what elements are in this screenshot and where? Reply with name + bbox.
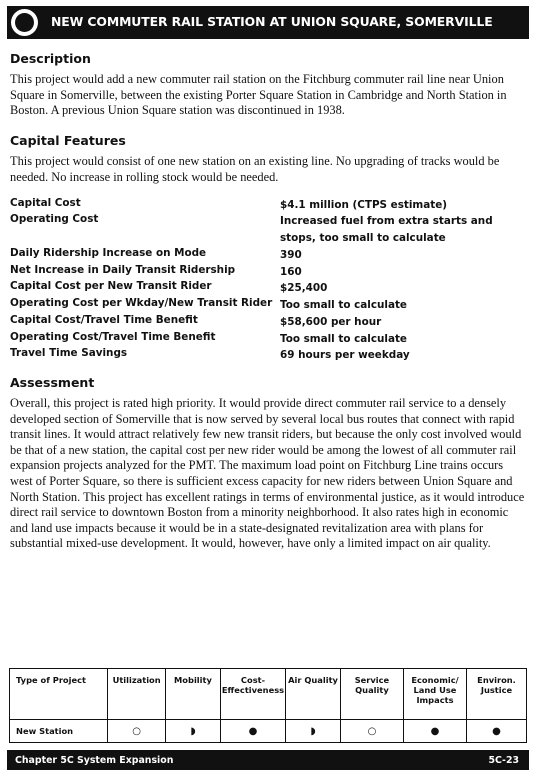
title-bar — [7, 6, 529, 39]
metric-row — [10, 331, 525, 347]
cost-row — [10, 197, 525, 213]
full-circle-icon: ● — [248, 725, 258, 737]
metric-label: Capital Cost/Travel Time Benefit — [10, 313, 198, 326]
metric-row — [10, 347, 525, 363]
header-economic-land-use: Economic/ Land Use Impacts — [403, 669, 466, 720]
cost-row — [10, 213, 525, 244]
metric-label: Operating Cost/Travel Time Benefit — [10, 330, 216, 343]
metric-value: $58,600 per hour — [280, 315, 382, 328]
rating-environ-justice — [467, 720, 527, 743]
metric-value: Too small to calculate — [280, 299, 407, 312]
full-circle-icon: ● — [492, 725, 501, 737]
metric-value: $25,400 — [280, 282, 328, 295]
metric-row — [10, 247, 525, 263]
metric-value: 69 hours per weekday — [280, 349, 410, 362]
rating-economic-land-use — [403, 720, 466, 743]
metric-row — [10, 314, 525, 330]
header-air-quality: Air Quality — [286, 669, 341, 720]
ratings-row — [10, 720, 527, 743]
metric-value: 390 — [280, 249, 302, 261]
metric-label: Net Increase in Daily Transit Ridership — [10, 263, 236, 276]
metric-label: Travel Time Savings — [10, 347, 128, 360]
metric-row — [10, 264, 525, 280]
metric-label: Capital Cost per New Transit Rider — [10, 280, 212, 293]
half-circle-icon: ◗ — [190, 725, 196, 737]
header-mobility: Mobility — [166, 669, 221, 720]
empty-circle-icon: ○ — [367, 725, 377, 737]
capital-features-heading: Capital Features — [10, 133, 126, 148]
metric-value: 160 — [280, 265, 302, 278]
header-cost-effectiveness: Cost-Effectiveness — [220, 669, 285, 720]
metric-row — [10, 280, 525, 296]
description-heading: Description — [10, 51, 91, 66]
title-bullet-icon — [11, 9, 38, 36]
ratings-header-row — [10, 669, 527, 720]
rating-service-quality — [340, 720, 403, 743]
ratings-table — [9, 668, 527, 743]
empty-circle-icon: ○ — [132, 725, 141, 737]
full-circle-icon: ● — [430, 725, 440, 737]
rating-utilization — [108, 720, 166, 743]
metric-row — [10, 297, 525, 313]
capital-features-text: This project would consist of one new station on an existing line. No upgrading of tracks would be needed. No increase in rolling stock would be needed. — [10, 154, 500, 184]
cost-label: Capital Cost — [10, 197, 81, 209]
description-text: This project would add a new commuter rail station on the Fitchburg commuter rail line near Union Square in Somerville, between the existing Porter Square Station in Cambridge and North Station in Boston. A previous Union Square station was discontinued in 1938. — [10, 72, 507, 118]
metric-value: Too small to calculate — [280, 332, 407, 345]
rating-air-quality — [286, 720, 341, 743]
assessment-heading: Assessment — [10, 375, 95, 390]
header-utilization: Utilization — [108, 669, 166, 720]
project-type-label: New Station — [10, 720, 108, 743]
footer-chapter: Chapter 5C System Expansion — [15, 755, 174, 766]
footer-bar — [7, 750, 529, 770]
assessment-text: Overall, this project is rated high priority. It would provide direct commuter rail service to a densely developed section of Somerville that is now served by several local bus routes that connect with rapid transit lines. It would attract relatively few new transit riders, but because the only cost involved would be that of a new station, the capital cost per new rider would be among the lowest of all commuter rail expansion projects analyzed for the PMT. The maximum load point on Fitchburg Line trains occurs west of Porter Square, so there is sufficient excess capacity for new riders between Union Square and North Station. This project has excellent ratings in terms of environmental justice, as it would introduce direct rail service to downtown Boston from a minority neighborhood. It also rates high in economic and land use impacts because it would be in a state-designated revitalization area with plans for substantial mixed-use development. It would, however, have only a limited impact on air quality. — [10, 396, 525, 551]
page-title: NEW COMMUTER RAIL STATION AT UNION SQUARE, SOMERVILLE — [51, 14, 493, 29]
header-type-of-project: Type of Project — [10, 669, 108, 720]
rating-mobility — [166, 720, 221, 743]
header-environ-justice: Environ. Justice — [467, 669, 527, 720]
cost-value: Increased fuel from extra starts and stops, too small to calculate — [280, 215, 493, 244]
rating-cost-effectiveness — [220, 720, 285, 743]
footer-page-number: 5C-23 — [488, 755, 519, 766]
half-circle-icon: ◗ — [310, 725, 316, 737]
metric-label: Daily Ridership Increase on Mode — [10, 247, 207, 259]
header-service-quality: Service Quality — [340, 669, 403, 720]
metric-label: Operating Cost per Wkday/New Transit Rider — [10, 297, 273, 310]
cost-value: $4.1 million (CTPS estimate) — [280, 199, 448, 211]
cost-label: Operating Cost — [10, 213, 99, 225]
